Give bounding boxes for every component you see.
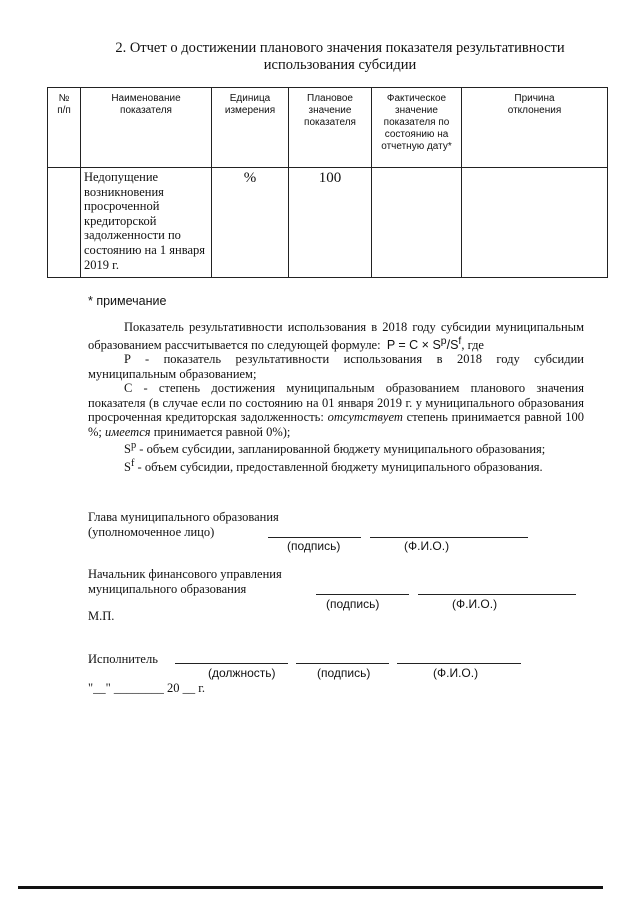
head-signature-line <box>268 537 361 538</box>
formula-mid: /S <box>446 337 459 352</box>
table-row <box>48 168 608 278</box>
report-title-line1: 2. Отчет о достижении планового значения показателя результативности <box>115 40 565 56</box>
sf-symbol: S <box>124 459 131 474</box>
header-text: Причина <box>514 93 555 104</box>
cell-text: 2019 г. <box>84 257 119 272</box>
table-header-row <box>48 88 608 168</box>
head-signature-label <box>88 510 279 539</box>
intro-text: Показатель результативности использования в 2018 году субсидии муниципальным образованием рассчитывается по следующей формуле: <box>88 320 584 352</box>
c-def-absent: отсутствует <box>327 410 403 425</box>
header-name <box>81 88 212 168</box>
head-fio-caption: (Ф.И.О.) <box>404 539 450 553</box>
cell-plan-value: 100 <box>289 168 372 278</box>
header-text: Наименование <box>111 93 181 104</box>
cell-indicator-name <box>81 168 212 278</box>
cell-text: возникновения <box>84 184 164 199</box>
formula-intro <box>88 320 584 352</box>
cell-reason <box>462 168 608 278</box>
note-label: * примечание <box>88 294 167 308</box>
formula <box>386 335 462 352</box>
formula-sup-p: p <box>440 335 447 347</box>
report-title <box>70 40 610 74</box>
header-text: состоянию на <box>384 129 449 140</box>
formula-sup-f: f <box>458 335 462 347</box>
finance-title: Начальник финансового управления <box>88 567 282 581</box>
cell-fact-value <box>372 168 462 278</box>
executor-sign-caption: (подпись) <box>317 666 371 680</box>
head-subtitle: (уполномоченное лицо) <box>88 524 215 539</box>
header-text: значение <box>308 105 352 116</box>
header-text: показателя по <box>383 117 450 128</box>
finance-fio-caption: (Ф.И.О.) <box>452 597 498 611</box>
c-def-text-a: C - степень достижения муниципальным образованием планового значения показателя (в случае если по состоянию на 01 января 2019 г. у муниципального образования просроченная кредиторская задолженность: <box>88 381 584 425</box>
head-fio-line <box>370 537 528 538</box>
sp-definition <box>88 439 584 457</box>
header-text: показателя <box>120 105 172 116</box>
header-text: Единица <box>229 93 271 104</box>
sf-text: - объем субсидии, предоставленной бюджету муниципального образования. <box>137 459 543 474</box>
head-title: Глава муниципального образования <box>88 510 279 524</box>
indicator-table <box>47 87 608 278</box>
executor-fio-line <box>397 663 521 664</box>
formula-tail: , где <box>461 337 484 352</box>
stamp-place: М.П. <box>88 609 115 623</box>
bottom-edge-bar <box>18 886 603 889</box>
c-def-text-c: принимается равной 0%); <box>153 424 291 439</box>
executor-signature-line <box>296 663 389 664</box>
cell-text: Недопущение <box>84 170 159 184</box>
c-def-text-b: степень принимается равной 100 %; <box>88 410 585 439</box>
date-line: "__" ________ 20 __ г. <box>88 681 206 695</box>
header-plan <box>289 88 372 168</box>
header-text: измерения <box>224 105 276 116</box>
finance-fio-line <box>418 594 576 595</box>
head-sign-caption: (подпись) <box>287 539 341 553</box>
formula-paragraph <box>88 320 584 474</box>
c-def-present: имеется <box>105 424 151 439</box>
header-num <box>48 88 81 168</box>
executor-position-line <box>175 663 288 664</box>
c-definition <box>88 381 584 439</box>
header-text: показателя <box>304 117 356 128</box>
header-text: Фактическое <box>386 93 447 104</box>
header-reason <box>462 88 608 168</box>
executor-position-caption: (должность) <box>208 666 276 680</box>
finance-signature-line <box>316 594 409 595</box>
finance-signature-label <box>88 567 282 596</box>
header-text: № <box>58 93 70 104</box>
cell-unit: % <box>212 168 289 278</box>
formula-lead: P = C × S <box>386 337 441 352</box>
header-unit <box>212 88 289 168</box>
sp-symbol: S <box>124 442 131 457</box>
p-definition: P - показатель результативности использования в 2018 году субсидии муниципальным образованием; <box>88 352 584 381</box>
executor-fio-caption: (Ф.И.О.) <box>433 666 479 680</box>
header-text: значение <box>395 105 438 116</box>
executor-label: Исполнитель <box>88 652 158 666</box>
sp-sup: p <box>130 440 137 452</box>
finance-sign-caption: (подпись) <box>326 597 380 611</box>
sp-text: - объем субсидии, запланированной бюджету муниципального образования; <box>139 442 546 457</box>
cell-text: состоянию на 1 января <box>84 242 206 257</box>
cell-text: задолженности по <box>84 228 181 243</box>
cell-text: просроченной <box>84 199 160 214</box>
header-text: отклонения <box>507 105 562 116</box>
cell-num <box>48 168 81 278</box>
sf-definition <box>88 457 584 475</box>
header-fact <box>372 88 462 168</box>
cell-text: кредиторской <box>84 213 157 228</box>
header-text: отчетную дату* <box>381 141 452 152</box>
sf-sup: f <box>130 457 135 469</box>
header-text: Плановое <box>307 93 353 104</box>
header-text: п/п <box>57 105 71 116</box>
report-title-line2: использования субсидии <box>263 57 417 73</box>
finance-subtitle: муниципального образования <box>88 581 247 596</box>
